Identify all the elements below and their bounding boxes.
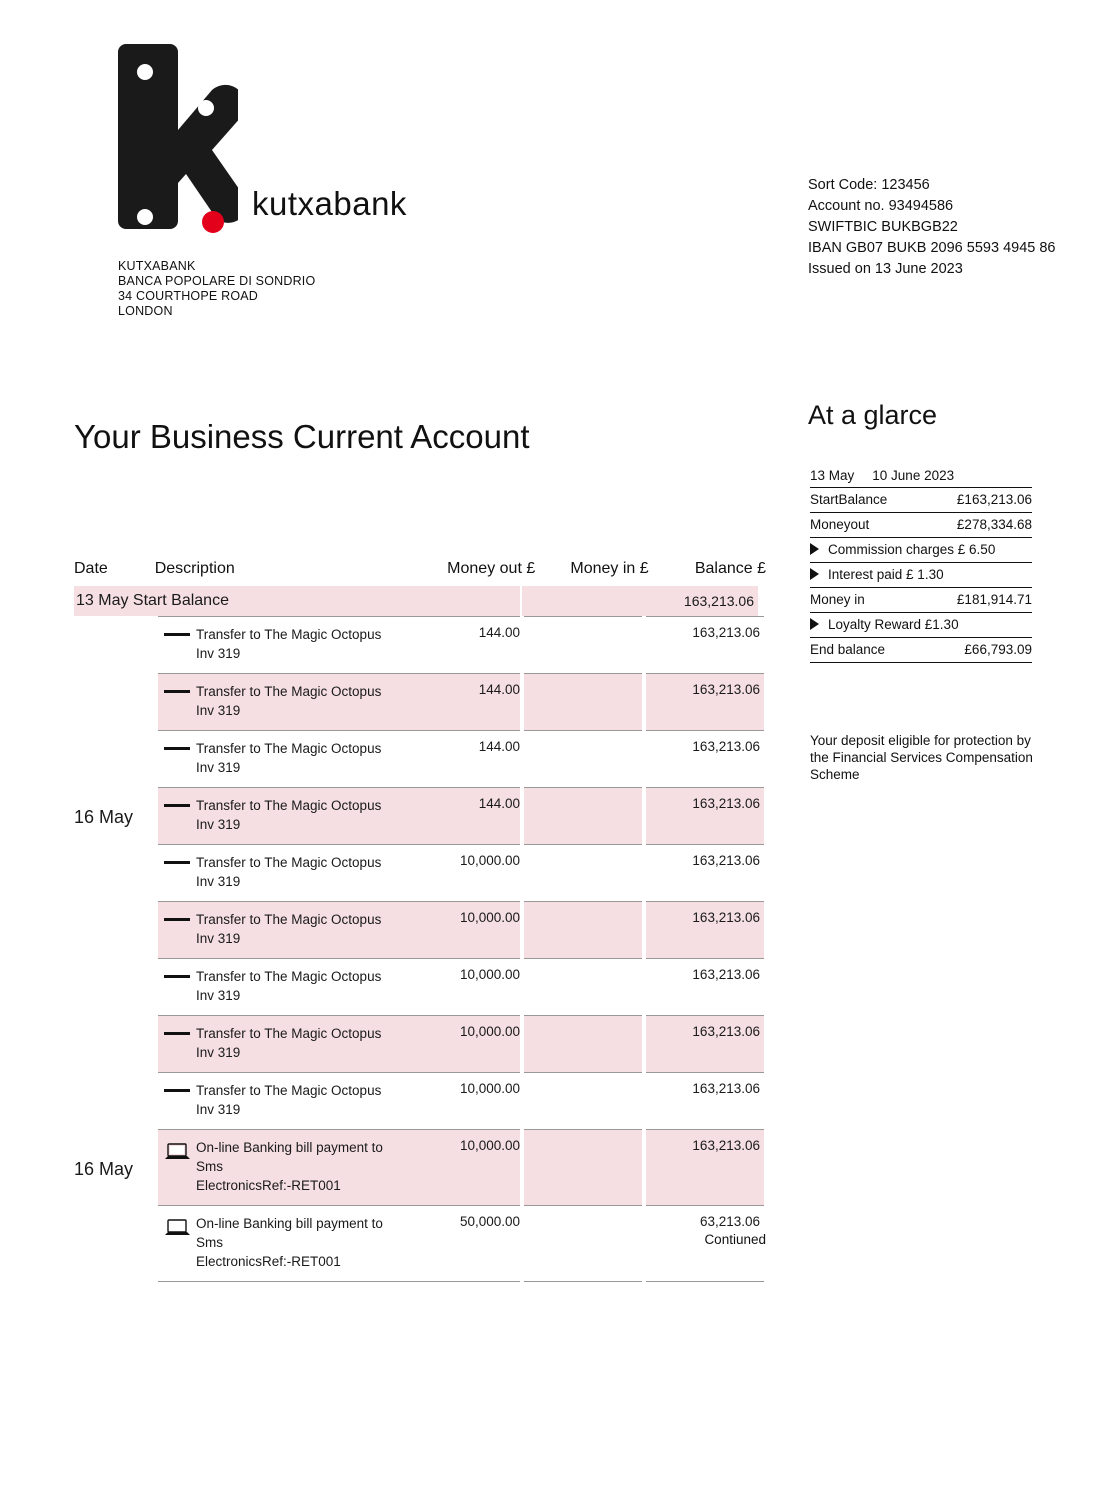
row-description-line1: On-line Banking bill payment to Sms bbox=[196, 1140, 383, 1174]
row-balance: 163,213.06 bbox=[646, 616, 764, 673]
row-money-in bbox=[524, 1129, 642, 1205]
row-description-line2: Inv 319 bbox=[196, 817, 241, 832]
laptop-icon bbox=[158, 1138, 196, 1195]
bank-address-line: BANCA POPOLARE DI SONDRIO bbox=[118, 274, 316, 288]
row-balance: 163,213.06 bbox=[646, 844, 764, 901]
transaction-rows bbox=[74, 616, 766, 1281]
row-description-line2: Inv 319 bbox=[196, 646, 241, 661]
row-money-in bbox=[524, 844, 642, 901]
row-date bbox=[74, 844, 158, 901]
bank-address-line: 34 COURTHOPE ROAD bbox=[118, 289, 259, 303]
row-balance: 163,213.06 bbox=[646, 730, 764, 787]
row-money-in bbox=[524, 958, 642, 1015]
row-description bbox=[196, 739, 386, 777]
row-balance: 63,213.06 bbox=[646, 1205, 764, 1281]
row-money-in bbox=[524, 787, 642, 844]
row-description-line1: Transfer to The Magic Octopus bbox=[196, 912, 382, 927]
account-number: Account no. 93494586 bbox=[808, 198, 954, 214]
row-balance: 163,213.06 bbox=[646, 673, 764, 730]
iban: IBAN GB07 BUKB 2096 5593 4945 86 bbox=[808, 240, 1056, 256]
table-row bbox=[74, 1072, 766, 1129]
row-date bbox=[74, 1072, 158, 1129]
sort-code: Sort Code: 123456 bbox=[808, 177, 930, 193]
row-description-line2: Inv 319 bbox=[196, 874, 241, 889]
account-info-block bbox=[808, 175, 1055, 280]
row-balance: 163,213.06 bbox=[646, 901, 764, 958]
glance-money-out bbox=[810, 513, 1032, 538]
row-description bbox=[196, 625, 386, 663]
row-body bbox=[158, 1129, 520, 1205]
issue-date: Issued on 13 June 2023 bbox=[808, 261, 963, 277]
glance-loyalty-reward bbox=[810, 613, 1032, 638]
bank-address bbox=[118, 259, 538, 319]
row-money-in bbox=[524, 673, 642, 730]
row-money-out: 10,000.00 bbox=[459, 910, 520, 925]
glance-row-label: Interest paid £ 1.30 bbox=[828, 567, 944, 582]
page-title: Your Business Current Account bbox=[74, 418, 530, 455]
dash-icon bbox=[158, 1081, 196, 1119]
continued-note: Contiuned bbox=[704, 1232, 766, 1247]
triangle-bullet-icon bbox=[810, 543, 819, 555]
transactions-table bbox=[74, 560, 766, 1283]
dash-icon bbox=[158, 625, 196, 663]
row-description-line2: ElectronicsRef:-RET001 bbox=[196, 1178, 341, 1193]
row-description-line1: Transfer to The Magic Octopus bbox=[196, 684, 382, 699]
row-date bbox=[74, 901, 158, 958]
row-body bbox=[158, 1072, 520, 1129]
row-description bbox=[196, 796, 386, 834]
glance-commission-charges bbox=[810, 538, 1032, 563]
row-money-out: 144.00 bbox=[478, 682, 520, 697]
row-date bbox=[74, 616, 158, 673]
row-money-in bbox=[524, 730, 642, 787]
glance-money-in bbox=[810, 588, 1032, 613]
row-description-line2: ElectronicsRef:-RET001 bbox=[196, 1254, 341, 1269]
table-row bbox=[74, 673, 766, 730]
dash-icon bbox=[158, 910, 196, 948]
glance-row-value: £181,914.71 bbox=[956, 592, 1032, 607]
row-body bbox=[158, 730, 520, 787]
column-header-description: Description bbox=[154, 560, 235, 577]
row-body bbox=[158, 787, 520, 844]
row-description-line2: Inv 319 bbox=[196, 988, 241, 1003]
table-row bbox=[74, 730, 766, 787]
row-date bbox=[74, 958, 158, 1015]
row-body bbox=[158, 616, 520, 673]
glance-interest-paid bbox=[810, 563, 1032, 588]
row-description bbox=[196, 1138, 386, 1195]
table-row bbox=[74, 901, 766, 958]
row-money-in bbox=[524, 1072, 642, 1129]
row-money-in bbox=[524, 616, 642, 673]
row-description bbox=[196, 682, 386, 720]
row-balance: 163,213.06 bbox=[646, 1072, 764, 1129]
row-date: 16 May bbox=[74, 1158, 134, 1179]
table-row bbox=[74, 787, 766, 844]
bank-address-line: LONDON bbox=[118, 304, 173, 318]
kutxabank-k-logo bbox=[118, 36, 238, 241]
glance-row-value: £278,334.68 bbox=[956, 517, 1032, 532]
row-description bbox=[196, 853, 386, 891]
triangle-bullet-icon bbox=[810, 618, 819, 630]
row-money-out: 50,000.00 bbox=[459, 1214, 520, 1229]
row-date: 16 May bbox=[74, 807, 134, 827]
table-row bbox=[74, 958, 766, 1015]
table-row bbox=[74, 1129, 766, 1205]
start-balance-amount: 163,213.06 bbox=[640, 586, 758, 616]
dash-icon bbox=[158, 1024, 196, 1062]
bank-address-line: KUTXABANK bbox=[118, 259, 196, 273]
row-money-out: 10,000.00 bbox=[459, 1138, 520, 1153]
row-description-line1: Transfer to The Magic Octopus bbox=[196, 798, 382, 813]
row-description bbox=[196, 1024, 386, 1062]
row-body bbox=[158, 844, 520, 901]
row-description-line2: Inv 319 bbox=[196, 1102, 241, 1117]
row-body bbox=[158, 673, 520, 730]
row-balance: 163,213.06 bbox=[646, 1129, 764, 1205]
glance-row-label: StartBalance bbox=[810, 492, 888, 507]
row-balance: 163,213.06 bbox=[646, 787, 764, 844]
row-body bbox=[158, 958, 520, 1015]
glance-end-balance bbox=[810, 638, 1032, 663]
row-description-line1: Transfer to The Magic Octopus bbox=[196, 627, 382, 642]
table-row bbox=[74, 844, 766, 901]
logo-row bbox=[118, 36, 538, 241]
column-header-balance: Balance £ bbox=[694, 560, 767, 577]
row-body bbox=[158, 1015, 520, 1072]
row-money-out: 10,000.00 bbox=[459, 1081, 520, 1096]
row-money-out: 144.00 bbox=[478, 625, 520, 640]
brand-header bbox=[118, 36, 538, 319]
column-header-money-in: Money in £ bbox=[570, 560, 649, 577]
row-body bbox=[158, 901, 520, 958]
row-description bbox=[196, 910, 386, 948]
row-description-line2: Inv 319 bbox=[196, 1045, 241, 1060]
table-header-row bbox=[74, 560, 766, 586]
fscs-protection-note: Your deposit eligible for protection by the Financial Services Compensation Scheme bbox=[810, 733, 1033, 782]
glance-period-start: 13 May bbox=[810, 468, 855, 483]
row-money-out: 144.00 bbox=[478, 796, 520, 811]
glance-period bbox=[810, 468, 1032, 488]
row-description-line1: Transfer to The Magic Octopus bbox=[196, 1026, 382, 1041]
glance-row-label: Moneyout bbox=[810, 517, 870, 532]
glance-row-label: Money in bbox=[810, 592, 865, 607]
row-balance: 163,213.06 bbox=[646, 1015, 764, 1072]
row-description-line1: Transfer to The Magic Octopus bbox=[196, 1083, 382, 1098]
start-balance-label: 13 May Start Balance bbox=[74, 586, 520, 616]
glance-row-value: £163,213.06 bbox=[956, 492, 1032, 507]
table-bottom-rule bbox=[74, 1281, 766, 1283]
triangle-bullet-icon bbox=[810, 568, 819, 580]
dash-icon bbox=[158, 739, 196, 777]
row-description-line2: Inv 319 bbox=[196, 760, 241, 775]
row-description-line1: Transfer to The Magic Octopus bbox=[196, 741, 382, 756]
swift-bic: SWIFTBIC BUKBGB22 bbox=[808, 219, 958, 235]
start-balance-row bbox=[74, 586, 766, 616]
row-description-line2: Inv 319 bbox=[196, 703, 241, 718]
row-description-line1: Transfer to The Magic Octopus bbox=[196, 969, 382, 984]
row-description-line2: Inv 319 bbox=[196, 931, 241, 946]
column-header-date: Date bbox=[74, 560, 108, 577]
row-balance: 163,213.06 bbox=[646, 958, 764, 1015]
row-money-in bbox=[524, 1015, 642, 1072]
start-balance-money-in bbox=[522, 586, 640, 616]
row-money-in bbox=[524, 901, 642, 958]
row-date bbox=[74, 730, 158, 787]
at-a-glance-title: At a glarce bbox=[808, 400, 938, 430]
dash-icon bbox=[158, 796, 196, 834]
glance-start-balance bbox=[810, 488, 1032, 513]
table-row bbox=[74, 1015, 766, 1072]
at-a-glance-panel bbox=[810, 468, 1032, 663]
glance-period-end: 10 June 2023 bbox=[872, 468, 955, 483]
dash-icon bbox=[158, 967, 196, 1005]
row-description-line1: Transfer to The Magic Octopus bbox=[196, 855, 382, 870]
glance-row-label: End balance bbox=[810, 642, 886, 657]
column-header-money-out: Money out £ bbox=[447, 560, 536, 577]
row-description bbox=[196, 967, 386, 1005]
glance-row-label: Commission charges £ 6.50 bbox=[828, 542, 996, 557]
table-row bbox=[74, 616, 766, 673]
row-description-line1: On-line Banking bill payment to Sms bbox=[196, 1216, 383, 1250]
row-money-out: 10,000.00 bbox=[459, 967, 520, 982]
row-description bbox=[196, 1081, 386, 1119]
dash-icon bbox=[158, 682, 196, 720]
logo-wordmark: kutxabank bbox=[252, 185, 407, 222]
glance-row-label: Loyalty Reward £1.30 bbox=[828, 617, 959, 632]
row-money-out: 10,000.00 bbox=[459, 1024, 520, 1039]
row-date bbox=[74, 1015, 158, 1072]
row-date bbox=[74, 673, 158, 730]
dash-icon bbox=[158, 853, 196, 891]
glance-row-value: £66,793.09 bbox=[964, 642, 1032, 657]
row-money-out: 10,000.00 bbox=[459, 853, 520, 868]
row-money-out: 144.00 bbox=[478, 739, 520, 754]
